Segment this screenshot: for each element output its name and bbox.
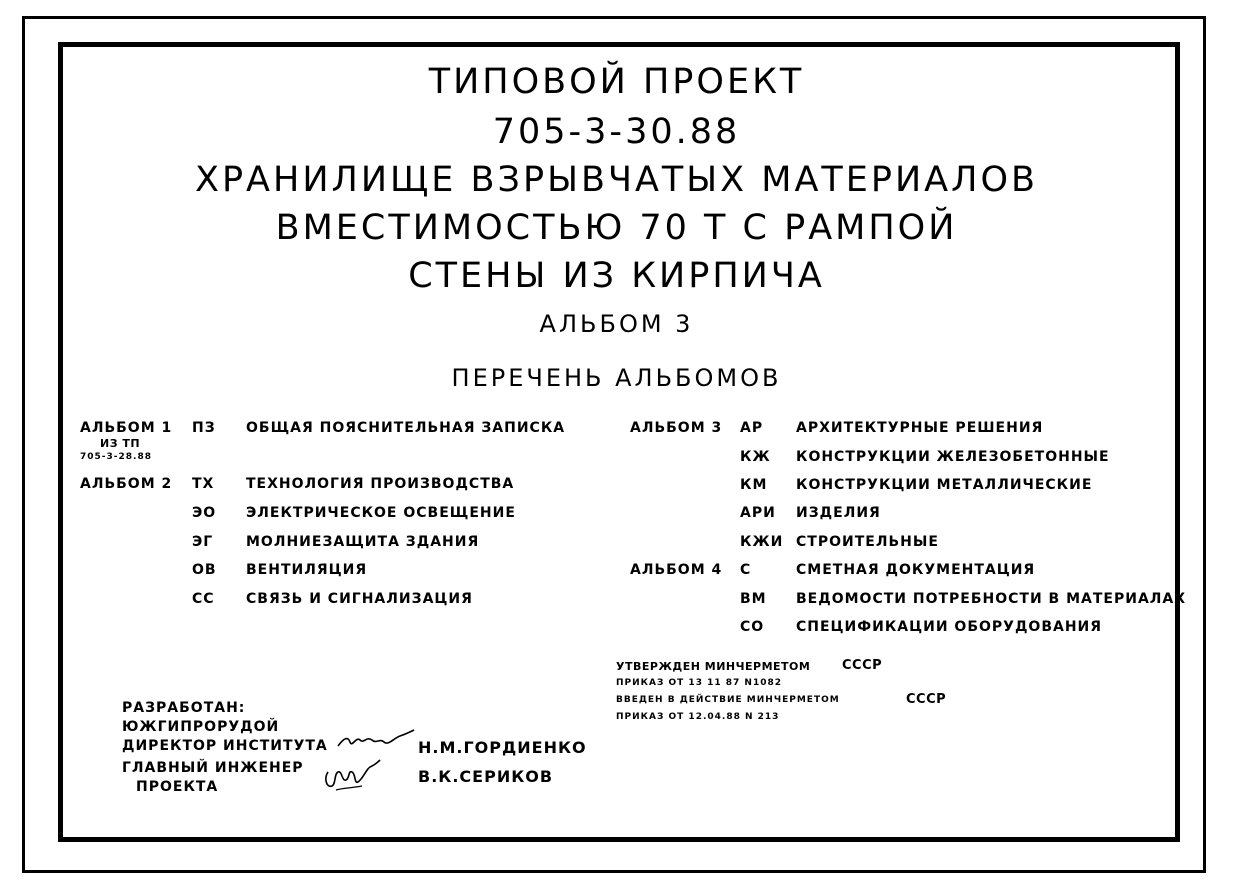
chief-engineer-signature [322,758,382,798]
list-desc: АРХИТЕКТУРНЫЕ РЕШЕНИЯ [796,420,1044,436]
album-list-heading: ПЕРЕЧЕНЬ АЛЬБОМОВ [451,364,782,392]
list-code: ЭГ [192,534,214,550]
approval-line-4: ПРИКАЗ ОТ 12.04.88 N 213 [616,712,780,722]
list-desc: СМЕТНАЯ ДОКУМЕНТАЦИЯ [796,562,1036,578]
approval-line-1-country: СССР [842,658,883,673]
album-number: АЛЬБОМ 3 [539,310,694,338]
developer-heading: РАЗРАБОТАН: [122,700,246,716]
director-role: ДИРЕКТОР ИНСТИТУТА [122,738,328,754]
list-code: ЭО [192,505,217,521]
album-1-note: ИЗ ТП [100,437,141,450]
list-code: КМ [740,477,768,493]
list-desc: КОНСТРУКЦИИ ЖЕЛЕЗОБЕТОННЫЕ [796,449,1110,465]
list-code: АР [740,420,764,436]
project-type-title: ТИПОВОЙ ПРОЕКТ [428,62,805,102]
list-desc: КОНСТРУКЦИИ МЕТАЛЛИЧЕСКИЕ [796,477,1093,493]
list-code: ПЗ [192,420,216,436]
developer-organization: ЮЖГИПРОРУДОЙ [122,719,280,735]
album-4-label: АЛЬБОМ 4 [630,562,723,578]
list-desc: ИЗДЕЛИЯ [796,505,881,521]
list-desc: ЭЛЕКТРИЧЕСКОЕ ОСВЕЩЕНИЕ [246,505,516,521]
list-desc: ВЕНТИЛЯЦИЯ [246,562,368,578]
list-code: ВМ [740,591,767,607]
project-capacity: ВМЕСТИМОСТЬЮ 70 Т С РАМПОЙ [275,208,958,248]
approval-line-1: УТВЕРЖДЕН МИНЧЕРМЕТОМ [616,660,811,673]
list-desc: СПЕЦИФИКАЦИИ ОБОРУДОВАНИЯ [796,619,1103,635]
album-3-label: АЛЬБОМ 3 [630,420,723,436]
album-1-source: 705-3-28.88 [80,452,152,462]
director-name: Н.М.ГОРДИЕНКО [418,738,587,757]
album-1-label: АЛЬБОМ 1 [80,420,173,436]
list-code: АРИ [740,505,776,521]
list-code: СО [740,619,765,635]
project-number: 705-3-30.88 [492,112,741,152]
list-desc: СВЯЗЬ И СИГНАЛИЗАЦИЯ [246,591,473,607]
approval-line-3-country: СССР [906,692,947,707]
approval-line-2: ПРИКАЗ ОТ 13 11 87 N1082 [616,678,782,688]
list-code: СС [192,591,215,607]
list-desc: ТЕХНОЛОГИЯ ПРОИЗВОДСТВА [246,476,515,492]
list-desc: ОБЩАЯ ПОЯСНИТЕЛЬНАЯ ЗАПИСКА [246,420,566,436]
list-desc: СТРОИТЕЛЬНЫЕ [796,534,939,550]
approval-line-3: ВВЕДЕН В ДЕЙСТВИЕ МИНЧЕРМЕТОМ [616,695,840,705]
project-name: ХРАНИЛИЩЕ ВЗРЫВЧАТЫХ МАТЕРИАЛОВ [194,160,1039,200]
album-2-label: АЛЬБОМ 2 [80,476,173,492]
list-desc: ВЕДОМОСТИ ПОТРЕБНОСТИ В МАТЕРИАЛАХ [796,591,1187,607]
list-code: КЖИ [740,534,784,550]
list-code: КЖ [740,449,771,465]
list-desc: МОЛНИЕЗАЩИТА ЗДАНИЯ [246,534,480,550]
chief-engineer-name: В.К.СЕРИКОВ [418,767,554,786]
list-code: С [740,562,752,578]
list-code: ОВ [192,562,217,578]
project-walls: СТЕНЫ ИЗ КИРПИЧА [408,256,825,296]
chief-engineer-role-2: ПРОЕКТА [136,779,219,795]
chief-engineer-role: ГЛАВНЫЙ ИНЖЕНЕР [122,760,304,776]
list-code: ТХ [192,476,215,492]
director-signature [336,728,416,754]
